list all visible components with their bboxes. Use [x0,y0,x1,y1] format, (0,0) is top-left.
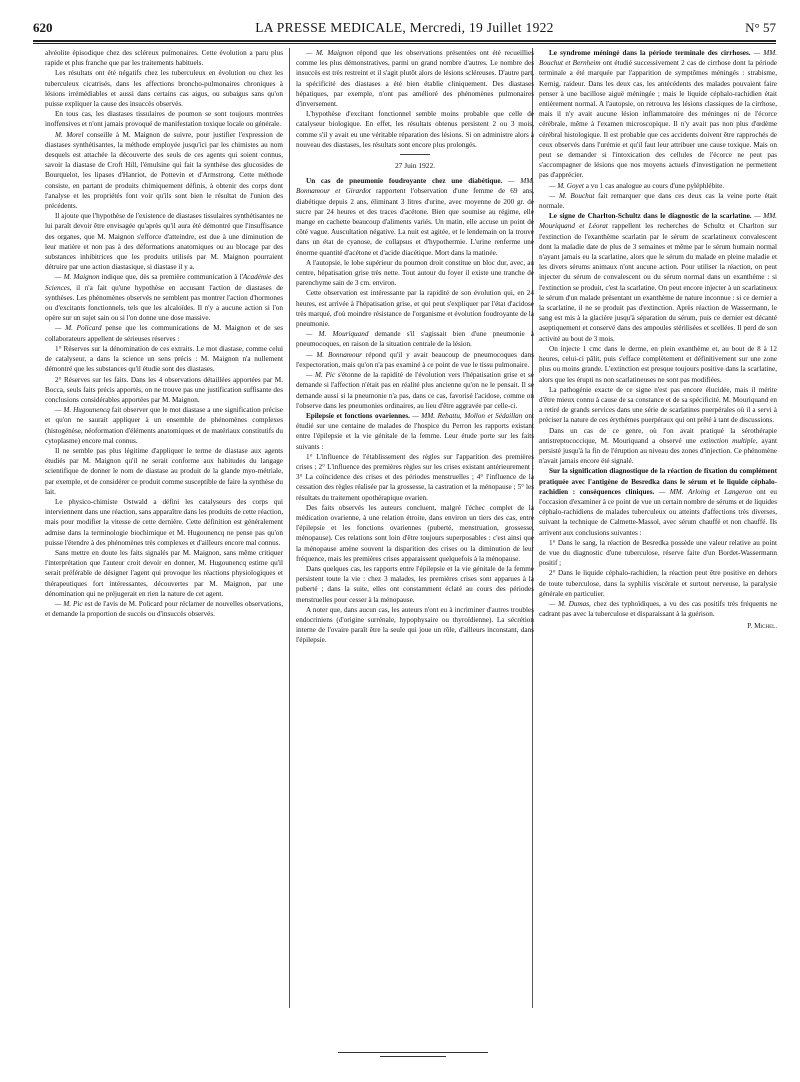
article-title: Epilepsie et fonctions ovariennes. [306,411,410,420]
paragraph: 1° L'influence de l'établissement des règles sur l'apparition des premières crises ; 2° L'influence des premières règles sur les crises existant antérieurement ; 3° La coïncidence des crises et des périodes menstruelles ; 4° l'influence de la cessation des règles réalisée par la grossesse, la castration et la ménopause ; 5° les résultats du traitement opothérapique ovarien. [296,452,534,502]
paragraph [45,323,283,343]
paragraph [539,191,777,211]
speaker-name: — M. Maignon [306,49,354,57]
article-title: Sur la signification diagnostique de la réaction de fixation du complément pratiquée avec l'antigène de Besredka dans le sérum et le liquide céphalo-rachidien : conséquences cliniques. [539,467,777,496]
paragraph-text: ont étudié sur une centaine de malades de l'hospice du Perron les rapports existant entre l'épilepsie et la vie génitale de la femme. Leur étude porte sur les faits suivants : [296,411,534,451]
paragraph-text: , ayant persisté jusqu'à la fin de l'éruption au niveau des zones d'injection. Ce phénomène n'avait jamais encore été signalé. [539,436,777,466]
paragraph: Cette observation est intéressante par la rapidité de son évolution qui, en 24 heures, est arrivée à l'hépatisation grise, et qui peut s'expliquer par l'état d'acidose très marqué, d'où moindre résistance de l'organisme et évolution foudroyante de la pneumonie. [296,289,534,329]
paragraph: Les résultats ont été négatifs chez les tuberculeux en évolution ou chez les tuberculeux cicatrisés, dans les affections broncho-pulmonaires chroniques à lésions irrémédiables et aussi dans certains cas aigus, ou subaigus sans qu'on puisse expliquer la cause des insuccès observés. [45,69,283,109]
session-date: 27 Juin 1922. [394,161,436,171]
author-signature: P. Michel. [747,622,777,631]
footer-rule [338,1052,488,1053]
page-header [33,18,776,40]
paragraph-text: ont étudié successivement 2 cas de cirrhose dont la période terminale a été marquée par l'apparition de symptômes méningés : strabisme, Kernig, raideur. Dans les deux cas, les antécédents des malades pouvaient faire penser à une bacillose aiguë méningée ; mais le liquide céphalo-rachidien était entièrement normal. A l'autopsie, on retrouva les lésions classiques de la cirrhose, mais il n'y avait aucune lésion inflammatoire des méninges ni de l'écorce cérébrale, même à l'examen microscopique. Il n'y avait pas non plus d'œdème cérébral histologique. Il est probable que ces accidents doivent être rapprochés de ceux observés dans l'urémie et qu'il faut leur attribuer une cause toxique. Mais on peut se demander si l'intoxication des cellules de l'écorce ne peut pas s'accompagner de lésions que nos moyens actuels d'investigation ne permettent pas d'apprécier. [539,59,777,180]
paragraph [539,599,777,619]
column-left [45,48,283,619]
paragraph-text: , il n'a fait qu'une hypothèse en accusant l'action de diastases de synthèses. Les phénomènes observés ne semblent pas montrer l'action d'hormones ou d'excitants fonctionnels, tels que les alcaloïdes. Il n'y a aucune action si l'on opère sur un sujet sain ou si l'on donne une dose massive. [45,283,283,323]
paragraph [45,405,283,446]
speaker-name: M. Morel [55,130,84,139]
journal-title: LA PRESSE MEDICALE, Mercredi, 19 Juillet 1922 [255,20,554,35]
paragraph [539,48,777,181]
section-divider [400,154,430,155]
paragraph: 1° Réserves sur la dénomination de ces extraits. Le mot diastase, comme celui de catalyseur, a dans la science un sens précis : M. Maignon n'a nullement démontré que les substances qu'il étudie sont des diastases. [45,344,283,374]
page-number: 620 [33,20,53,35]
paragraph: A l'autopsie, le lobe supérieur du poumon droit constitue un bloc dur, avec, au centre, hépatisation grise très nette. Tout autour du foyer il existe une tranche de parenchyme sain de 3 cm. environ. [296,258,534,288]
paragraph [539,466,777,537]
paragraph: La pathogénie exacte de ce signe n'est pas encore élucidée, mais il mérite d'être mieux connu à cause de sa constance et de sa spécificité. M. Mouriquand en a retiré de grands services dans une série de scarlatines puerpérales où il a servi à préciser la nature de ces érythèmes puerpéraux qui ont prêté à tant de discussions. [539,385,777,425]
speaker-name: — M. Policard [55,324,102,333]
paragraph-text: fait remarquer que dans ces deux cas la veine porte était normale. [539,191,777,211]
paragraph-text: ont eu l'occasion d'examiner à ce point de vue un certain nombre de sérums et de liquides céphalo-rachidiens de malades tuberculeux ou atteints d'affections très diverses, suivant la technique de Calmette-Massol, avec sérum chauffé et non chauffé. Ils arrivent aux conclusions suivantes : [539,487,778,537]
paragraph-text: est de l'avis de M. Policard pour réclamer de nouvelles observations, et demande la proportion de succès ou d'insuccès observés. [45,599,283,619]
header-rule [33,40,776,42]
article-title: Le signe de Charlton-Schultz dans le diagnostic de la scarlatine. [549,212,752,221]
issue-number: N° 57 [745,20,776,35]
paragraph-text: demande s'il s'agissait bien d'une pneumonie à pneumocoques, en raison de la situation centrale de la lésion. [296,330,534,349]
paragraph [539,181,777,191]
paragraph [296,176,534,258]
author-names: — MM. Bonnamour et Girardot [296,177,534,196]
paragraph-text: s'étonne de la rapidité de l'évolution vers l'hépatisation grise et se demande si l'affection n'était pas en réalité plus ancienne qu'on ne le pensait. Il se demande aussi si la pneumonie n'a pas, dans ce cas, favorisé l'acidose, comme on l'observe dans les pneumonies ordinaires, au lieu d'être aggravée par celle-ci. [296,371,534,410]
paragraph-text: pense que les communications de M. Maignon et de ses collaborateurs appellent de sérieuses réserves : [45,324,284,343]
paragraph: Le physico-chimiste Ostwald a défini les catalyseurs des corps qui interviennent dans une réaction, sans apparaître dans les produits de cette réaction, mais pour modifier la vitesse de cette dernière. Cette définition est généralement admise dans la terminologie biochimique et M. Hugounencq ne pense pas qu'on puisse l'étendre à des phénomènes très complexes et d'ailleurs encore mal connus. [45,497,283,547]
paragraph: 2° Réserves sur les faits. Dans les 4 observations détaillées apportées par M. Bocca, seuls faits précis apportés, on ne trouve pas une justification suffisante des conclusions considérables apportées par M. Maignon. [45,375,283,404]
paragraph [45,599,283,619]
speaker-name: — M. Pic [55,599,83,608]
paragraph [296,48,534,109]
paragraph [45,272,283,323]
paragraph-text: répond que les observations présentées ont été recueillies comme les plus démonstratives, parmi un grand nombre d'autres. Le nombre des insuccès est très restreint et il s'agit plutôt alors de lésions scléreuses. D'autre part, la spécificité des diastases a été bien établie cliniquement. Des diastases hépatiques, par exemple, n'ont pas amélioré des phénomènes pulmonaires d'inversement. [296,49,534,109]
paragraph [539,211,777,344]
paragraph-text: a vu 1 cas analogue au cours d'une pyléphlébite. [583,181,725,190]
paragraph [539,426,777,467]
speaker-name: — M. Bouchut [549,191,595,200]
speaker-name: — M. Maignon [55,273,100,282]
emphasis-text: extinction multiple [699,436,756,445]
article-title: Le syndrome méningé dans la période terminale des cirrhoses. [549,49,751,57]
column-divider [289,48,290,1008]
paragraph [296,350,534,370]
paragraph-text: indique que, dès sa première communication à l' [99,273,243,282]
speaker-name: — M. Bonnamour [306,350,362,359]
speaker-name: — M. Pic [306,371,336,380]
paragraph: alvéolite épisodique chez des scléreux pulmonaires. Cette évolution a paru plus rapide et plus franche que par les traitements habituels. [45,49,283,68]
paragraph-text: répond qu'il y avait beaucoup de pneumocoques dans l'expectoration, mais qu'on n'a pas examiné à ce point de vue le tissu pulmonaire. [296,350,534,369]
paragraph [45,130,283,212]
paragraph: 1° Dans le sang, la réaction de Besredka possède une valeur relative au point de vue du diagnostic d'une tuberculose, réserve faite d'un Bordet-Wassermann positif ; [539,538,777,568]
column-middle [296,48,534,646]
paragraph [296,411,534,452]
paragraph-text: rapportent l'observation d'une femme de 69 ans, diabétique depuis 2 ans, éliminant 3 litres d'urine, avec moyenne de 200 gr. de sucre par 24 heures et des traces d'acétone. Bien que soumise au régime, elle mange en cachette beaucoup d'aliments variés. Un matin, elle accuse un point de côté vague. Auscultation négative. La nuit est agitée, et le lendemain on la trouve dans un état de cyanose, de collapsus et d'hypothermie. L'urine renferme une énorme quantité d'acétone et d'acide diacétique. Mort dans la matinée. [296,187,535,257]
paragraph-text: Dans un cas de ce genre, où l'on avait pratiqué la sérothérapie antistreptococcique, M. Mouriquand a observé une [539,426,777,445]
speaker-name: — M. Hugounencq [55,406,110,415]
speaker-name: — M. Dumas, [549,599,591,608]
paragraph-text: chez des typhoïdiques, a vu des cas positifs très fréquents ne cadrant pas avec la tuberculose et disparaissant à la guérison. [539,599,777,619]
paragraph-text: conseille à M. Maignon de suivre, pour justifier l'expression de diastases synthétisantes, la méthode employée jusqu'ici par les chimistes au nom desquels est attachée la découverte des seuls de ces agents qui soient connus, savoir la diastase de Croft Hill, l'émulsine qui fait la synthèse des glucosides de Bourquelot, les lipases d'Hanriot, de Pottevin et d'Armstrong. Cette méthode consiste, en partant de produits chimiquement définis, à obtenir des corps dont l'analyse et les propriétés font voir qu'ils sont bien le résultat de l'union des précédents. [45,130,283,211]
column-right [539,48,777,632]
paragraph: Il ne semble pas plus légitime d'appliquer le terme de diastase aux agents étudiés par M. Maignon qu'il ne serait conforme aux habitudes du langage scientifique de donner le nom de diastase au produit de la glande myo-métriale, par exemple, et de considérer ce produit comme susceptible de faire la synthèse du lait. [45,446,283,496]
paragraph: On injecte 1 cmc dans le derme, en plein exanthème et, au bout de 8 à 12 heures, celui-ci pâlit, puis s'efface complètement et définitivement sur une zone plus ou moins grande. L'extinction est presque toujours positive dans la scarlatine, alors que les érupti ns non scarlatineuses ne sont pas modifiées. [539,344,777,384]
paragraph: Dans quelques cas, les rapports entre l'épilepsie et la vie génitale de la femme persistent toute la vie : chez 3 malades, les premières crises sont apparues à la puberté ; dans la suite, elles ont constamment éclaté au cours des périodes menstruelles pour cesser à la ménopause. [296,564,534,604]
journal-name: Académie des Sciences [45,273,283,292]
paragraph: Des faits observés les auteurs concluent, malgré l'échec complet de la médication ovarienne, à une relation étroite, dans environ un tiers des cas, entre l'épilepsie et les fonctions ovariennes (puberté, menstruation, grossesse, ménopause). Ces relations sont loin d'être toujours superposables : c'est ainsi que la ménopause amène souvent la disparition des crises ou la diminution de leur fréquence, mais les premières crises apparaissent quelquefois à la ménopause. [296,503,534,563]
header-rule-thin [33,43,776,44]
paragraph-text: fait observer que le mot diastase a une signification précise et qu'on ne saurait appliquer à un ensemble de phénomènes complexes (histogénèse, néoformation d'éléments anatomiques et de matériaux constitutifs du cytoplasme) encore mal connus. [45,406,284,445]
speaker-name: — M. Goyet [549,181,584,190]
paragraph: Sans mettre en doute les faits signalés par M. Maignon, sans même critiquer l'interprétation que l'auteur croit devoir en donner, M. Hugounencq estime qu'il serait préférable de désigner l'agent qui provoque les réactions physiologiques et thérapeutiques fort intéressantes, découvertes par M. Maignon, par une dénomination qui ne préjugerait en rien la nature de cet agent. [45,548,283,598]
paragraph [296,329,534,349]
paragraph: Il ajoute que l'hypothèse de l'existence de diastases tissulaires synthétisantes ne lui paraît devoir être envisagée qu'après qu'il aura été démontré que l'insuffisance des organes, que M. Maignon s'efforce d'atteindre, est due à une diminution de leur matière et non pas à des déformations anatomiques ou au blocage par des substances inhibitrices que les produits utilisés par M. Maignon pourraient détruire par une action diastasique, si diastase il y a. [45,212,283,272]
paragraph: A noter que, dans aucun cas, les auteurs n'ont eu à incriminer d'autres troubles endocriniens (d'origine surrénale, hypophysaire ou thyroïdienne). La sécrétion interne de l'ovaire paraît être la seule qui joue un rôle, d'ailleurs inconstant, dans l'épilepsie. [296,605,534,645]
author-names: — MM. Arloing et Langeron [654,487,752,496]
paragraph: 2° Dans le liquide céphalo-rachidien, la réaction peut être positive en dehors de toute tuberculose, dans la syphilis viscérale et surtout nerveuse, la paralysie générale en particulier. [539,569,777,598]
footer-rule-short [380,1056,446,1057]
paragraph: L'hypothèse d'excitant fonctionnel semble moins probable que celle de catalyseur biologique. En effet, les résultats obtenus persistent 2 ou 3 mois, comme s'il y avait eu une véritable réparation des lésions. Si on administre alors à nouveau des diastases, les résultats sont encore plus prolongés. [296,110,534,149]
author-names: — MM. Bouchut et Bernheim [539,49,777,68]
paragraph [296,370,534,411]
paragraph: En tous cas, les diastases tissulaires de poumon se sont toujours montrées inoffensives et n'ont jamais provoqué de manifestation toxique locale ou générale. [45,110,283,129]
article-title: Un cas de pneumonie foudroyante chez une diabétique. [306,177,503,186]
speaker-name: — M. Mouriquand [306,330,369,339]
author-names: — MM. Rebattu, Mollon et Sédaillan [409,411,523,420]
author-names: — MM. Mouriquand et Léorat [539,212,777,231]
paragraph-text: rappellent les recherches de Schultz et Charlton sur l'extinction de l'exanthème scarlatin par le sérum de scarlatineux convalescent dont la maladie date de plus de 3 semaines et même par le sérum humain normal n'ayant jamais eu la scarlatine, alors que le sérum du malade en pleine maladie et les divers sérums animaux n'ont aucune action. Pour utiliser la réaction, on peut injecter du sérum de convalescent ou du sérum normal dans un exanthème : si l'extinction se produit, c'est la scarlatine. On peut encore injecter à un scarlatineux le sérum d'un malade présentant un exanthème de nature inconnue : si ce dernier a la scarlatine, il ne se produit pas d'extinction. Après réaction de Wassermann, le sang est mis à la glacière jusqu'à séparation du sérum, puis ce dernier est décanté aseptiquement et conservé dans des ampoules stérilisées et scellées. Il perd de son activité au bout de 3 mois. [539,222,777,343]
